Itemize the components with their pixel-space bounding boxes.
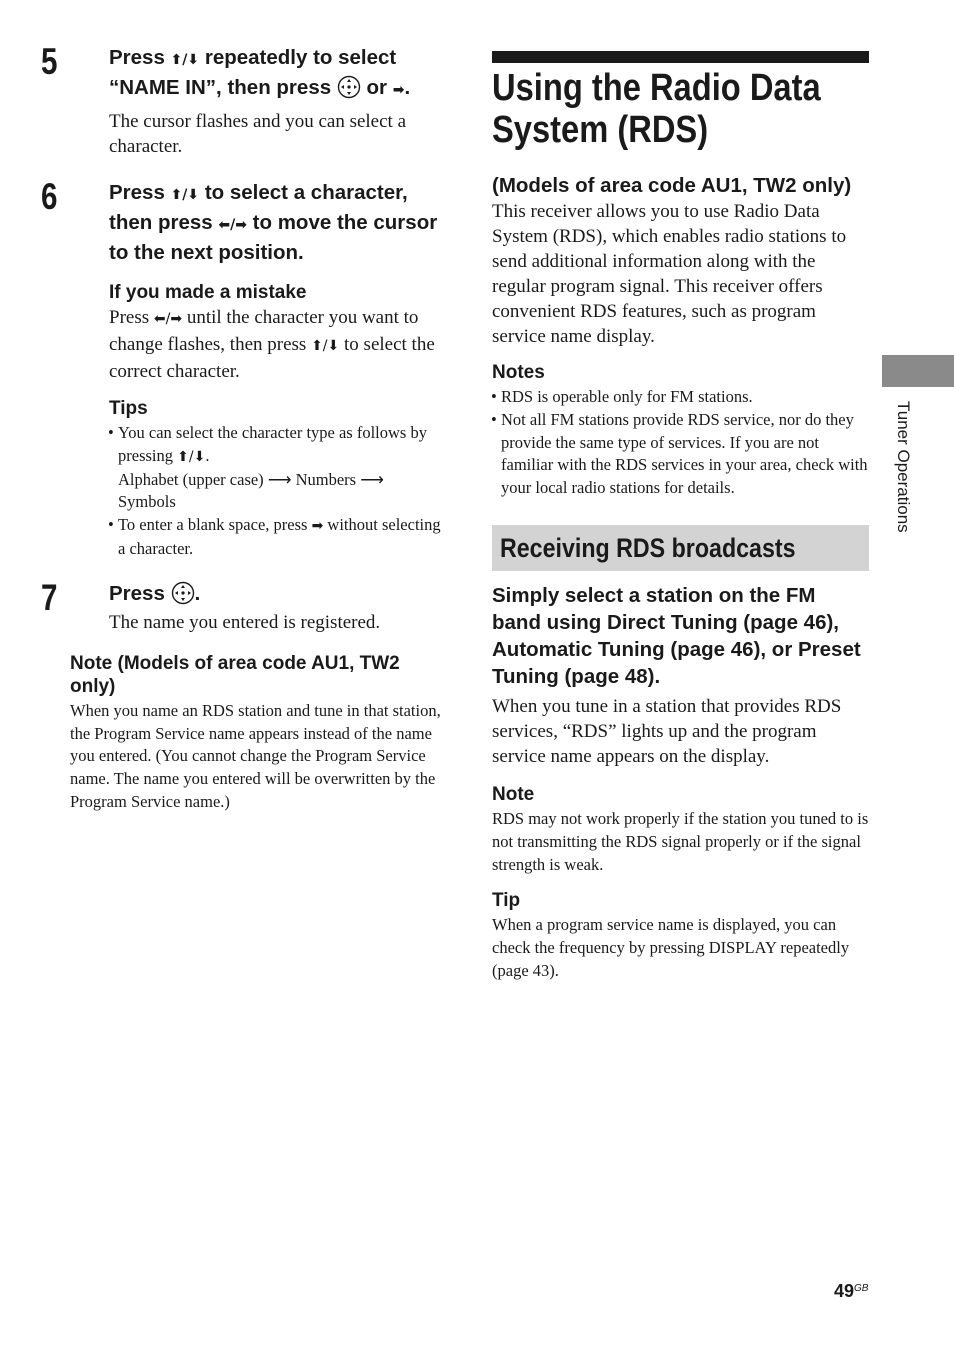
body-text: Alphabet (upper case) [118, 469, 268, 489]
heading-text: . [194, 581, 201, 605]
page-number-value: 49 [834, 1281, 855, 1301]
models-heading: (Models of area code AU1, TW2 only) [492, 174, 852, 197]
right-arrow-icon: ➡ [392, 82, 405, 98]
step-7 [41, 576, 450, 635]
step-body: The name you entered is registered. [109, 611, 381, 633]
tips-list [109, 422, 450, 561]
list-item [109, 422, 450, 514]
intro-body: This receiver allows you to use Radio Data System (RDS), which enables radio stations to send additional information along with the regular program signal. This receiver offers convenient RDS features, such as program service name display. [492, 201, 847, 347]
left-right-arrow-icon: ⬅/➡ [218, 217, 247, 233]
note-heading: Note (Models of area code AU1, TW2 only) [70, 652, 400, 697]
up-down-arrow-icon: ⬆/⬇ [170, 187, 200, 203]
enter-button-icon [337, 75, 361, 99]
step-number: 6 [41, 176, 58, 217]
body-text: Numbers [291, 469, 361, 489]
page-number [834, 1281, 868, 1302]
heading-text: Press [109, 46, 171, 69]
body-text: to select the correct character. [109, 334, 435, 382]
heading-text: or [360, 76, 393, 99]
heading-text: repeatedly to select “NAME IN”, then press [109, 46, 397, 99]
long-arrow-icon: ⟶ [360, 469, 384, 489]
body-text: Symbols [118, 492, 176, 512]
long-arrow-icon: ⟶ [267, 469, 292, 489]
notes-heading: Notes [492, 362, 545, 383]
body-text: until the character you want to change flashes, then press [109, 307, 419, 355]
heading-text: Press [109, 181, 171, 204]
list-item [109, 514, 450, 561]
list-item: • RDS is operable only for FM stations. [492, 386, 869, 409]
step-body: The cursor flashes and you can select a character. [109, 111, 407, 157]
note-heading: Note [492, 783, 535, 805]
heading-text: . [404, 76, 411, 99]
step-number: 7 [41, 576, 58, 618]
step-6 [41, 176, 450, 561]
title-rule [492, 51, 869, 63]
notes-list [492, 386, 869, 500]
section-band [492, 525, 869, 571]
body-text: without selecting a character. [118, 515, 441, 558]
mistake-body [109, 305, 450, 384]
body-text: Press [109, 307, 154, 328]
up-down-arrow-icon: ⬆/⬇ [311, 338, 340, 354]
note-body: RDS may not work properly if the station you tuned to is not transmitting the RDS signal properly or if the signal strength is weak. [492, 808, 869, 874]
step-heading [109, 179, 450, 266]
section-heading: Receiving RDS broadcasts [500, 532, 796, 563]
left-right-arrow-icon: ⬅/➡ [153, 311, 183, 327]
note-body: When you name an RDS station and tune in that station, the Program Service name appears instead of the name you entered. (You cannot change the Program Service name. The name you entered will be overwritten by the Program Service name.) [70, 700, 441, 811]
heading-text: Press [109, 581, 171, 605]
tips-heading: Tips [109, 398, 148, 419]
mistake-heading: If you made a mistake [109, 282, 307, 303]
up-down-arrow-icon: ⬆/⬇ [177, 448, 206, 465]
right-arrow-icon: ➡ [311, 518, 324, 535]
instruction-body: When you tune in a station that provides RDS services, “RDS” lights up and the program service name appears on the display. [492, 695, 842, 767]
instruction-heading: Simply select a station on the FM band using Direct Tuning (page 46), Automatic Tuning (page 46), or Preset Tuning (page 48). [492, 583, 861, 688]
side-section-label: Tuner Operations [894, 401, 913, 533]
tip-body: When a program service name is displayed, you can check the frequency by pressing DISPLAY repeatedly (page 43). [492, 915, 850, 980]
up-down-arrow-icon: ⬆/⬇ [170, 52, 200, 68]
body-text: You can select the character type as follows by pressing [118, 423, 427, 465]
step-number: 5 [41, 41, 58, 82]
step-heading [109, 44, 450, 104]
enter-button-icon [171, 581, 195, 605]
tip-heading: Tip [492, 890, 521, 912]
heading-text: to move the cursor to the next position. [109, 211, 438, 264]
step-heading [109, 580, 450, 607]
page-title: Using the Radio Data System (RDS) [492, 67, 821, 151]
page-number-suffix: GB [854, 1283, 869, 1294]
heading-text: to select a character, then press [109, 181, 408, 234]
body-text: To enter a blank space, press [118, 515, 312, 535]
body-text: . [205, 445, 210, 465]
right-column [492, 30, 869, 983]
left-column [41, 30, 450, 814]
step-5 [41, 41, 450, 159]
list-item: • Not all FM stations provide RDS service, nor do they provide the same type of services. If you are not familiar with the RDS services in your area, check with your local radio stations for details. [492, 409, 869, 500]
side-tab-marker [882, 355, 954, 387]
